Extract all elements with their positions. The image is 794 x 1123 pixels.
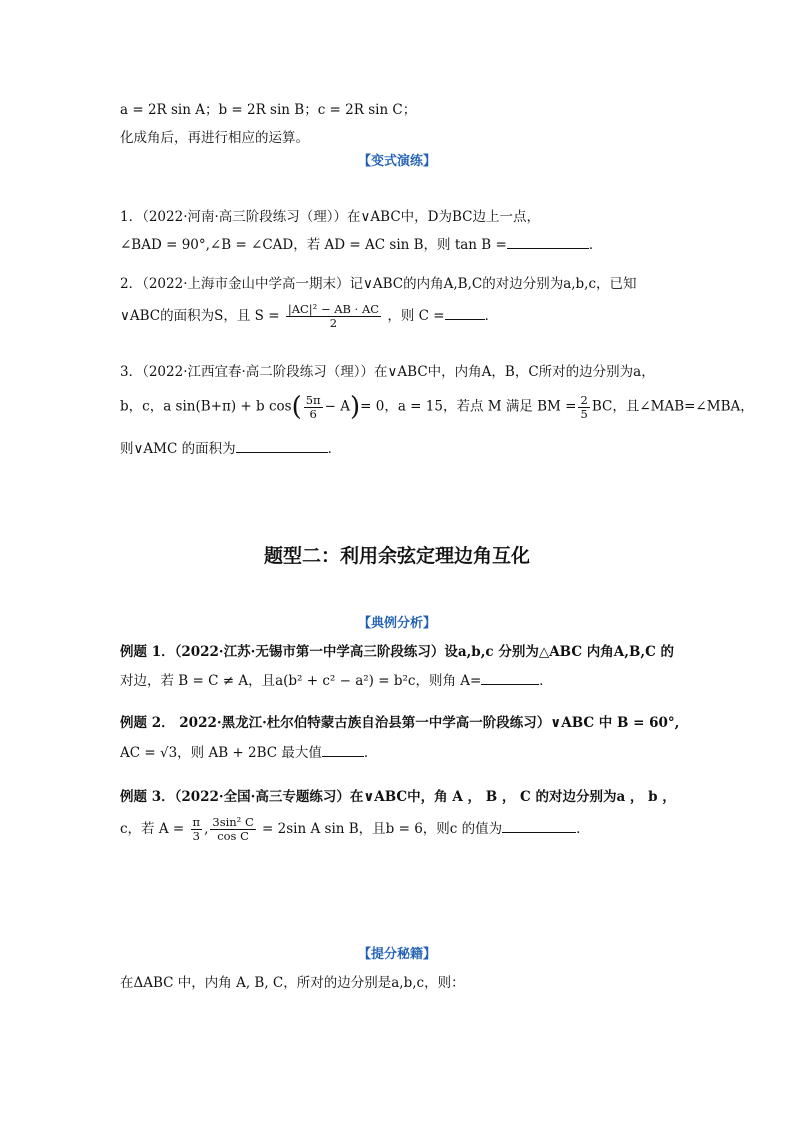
exercise-3-question: 则∨AMC 的面积为 xyxy=(120,441,236,457)
angle-fraction-denominator: 6 xyxy=(309,406,317,421)
exercise-2-pre: ∨ABC的面积为S，且 S = xyxy=(120,308,280,324)
example-3-line-1: 例题 3．（2022·全国·高三专题练习）在∨ABC中，角 A ， B ， C 的对边分别为a ， b ， xyxy=(120,789,676,805)
exercise-2-post: ，则 C = xyxy=(387,308,445,324)
example-1-condition: 对边，若 B = C ≠ A，且a(b² + c² − a²) = b²c，则角 A= xyxy=(120,673,482,689)
law-of-sines-formula: a = 2R sin A；b = 2R sin B；c = 2R sin C； xyxy=(120,102,417,118)
example-2-condition: AC = √3，则 AB + 2BC 最大值 xyxy=(120,745,322,761)
final-statement: 在ΔABC 中，内角 A, B, C，所对的边分别是a,b,c，则： xyxy=(120,975,465,991)
exercise-3-condition: = 0，a = 15，若点 M 满足 BM = xyxy=(360,398,577,415)
exercise-2-line-1: 2．（2022·上海市金山中学高一期末）记∨ABC的内角A,B,C的对边分别为a,b,c，已知 xyxy=(120,276,637,292)
minus-a: − A xyxy=(324,398,350,415)
exercise-1-line-1: 1．（2022·河南·高三阶段练习（理））在∨ABC中，D为BC边上一点， xyxy=(120,209,540,225)
example-1-line-2 xyxy=(120,669,553,689)
sine-cos-numerator: 3sin² C xyxy=(212,815,254,829)
exercise-1-line-2 xyxy=(120,233,602,253)
ratio-fraction-numerator: 2 xyxy=(580,392,588,407)
ratio-fraction-denominator: 5 xyxy=(580,406,588,421)
example-1-line-1: 例题 1．（2022·江苏·无锡市第一中学高三阶段练习）设a,b,c 分别为△ABC 内角A,B,C 的 xyxy=(120,644,675,660)
angle-a-numerator: π xyxy=(192,815,201,829)
answer-blank xyxy=(507,236,589,249)
example-2-end: ． xyxy=(363,745,378,761)
exercise-3-line-2 xyxy=(120,392,754,422)
example-2-line-2 xyxy=(120,741,377,761)
example-2-line-1: 例题 2． 2022·黑龙江·杜尔伯特蒙古族自治县第一中学高一阶段练习）∨ABC 中 B = 60°, xyxy=(120,715,680,731)
ratio-fraction xyxy=(578,394,589,421)
answer-blank xyxy=(236,440,328,453)
answer-blank xyxy=(481,672,539,685)
intro-note: 化成角后，再进行相应的运算。 xyxy=(120,130,309,146)
example-3-line-2 xyxy=(120,816,590,843)
area-fraction-denominator: 2 xyxy=(329,316,338,330)
angle-fraction xyxy=(304,394,323,421)
section-heading-tips: 【提分秘籍】 xyxy=(357,947,436,962)
exercise-1-end: ． xyxy=(588,237,603,253)
exercise-2-end: ． xyxy=(484,308,499,324)
answer-blank xyxy=(445,307,485,320)
area-fraction-numerator: |AC|² − AB · AC xyxy=(287,302,380,316)
exercise-1-condition: ∠BAD = 90°,∠B = ∠CAD，若 AD = AC sin B，则 tan B = xyxy=(120,237,507,253)
example-3-pre: c，若 A = xyxy=(120,821,185,837)
exercise-3-line-3 xyxy=(120,437,341,457)
angle-a-denominator: 3 xyxy=(192,829,200,843)
exercise-2-line-2 xyxy=(120,303,498,330)
exercise-3-line-1: 3．（2022·江西宜春·高二阶段练习（理））在∨ABC中，内角A，B，C所对的边分别为a， xyxy=(120,364,655,380)
example-3-post: = 2sin A sin B，且b = 6，则c 的值为 xyxy=(262,821,503,837)
sine-cos-fraction xyxy=(210,816,255,843)
exercise-3-equation-start: b，c，a sin(B+π) + b cos xyxy=(120,398,292,415)
answer-blank xyxy=(502,820,576,833)
example-1-end: ． xyxy=(539,673,553,689)
comma: , xyxy=(204,821,209,837)
exercise-3-end: ． xyxy=(327,441,342,457)
area-fraction xyxy=(286,303,381,330)
right-paren: ) xyxy=(349,392,361,422)
angle-fraction-numerator: 5π xyxy=(305,392,321,407)
exercise-3-condition-end: BC，且∠MAB=∠MBA， xyxy=(591,398,754,415)
answer-blank xyxy=(322,744,364,757)
section-heading-typical-analysis: 【典例分析】 xyxy=(357,616,436,631)
left-paren: ( xyxy=(291,392,302,422)
section-heading-variant-practice: 【变式演练】 xyxy=(357,154,436,169)
sine-cos-denominator: cos C xyxy=(217,829,249,843)
example-3-end: ． xyxy=(576,821,590,837)
section-title-cosine-law: 题型二：利用余弦定理边角互化 xyxy=(263,545,530,567)
angle-a-fraction xyxy=(191,816,203,843)
